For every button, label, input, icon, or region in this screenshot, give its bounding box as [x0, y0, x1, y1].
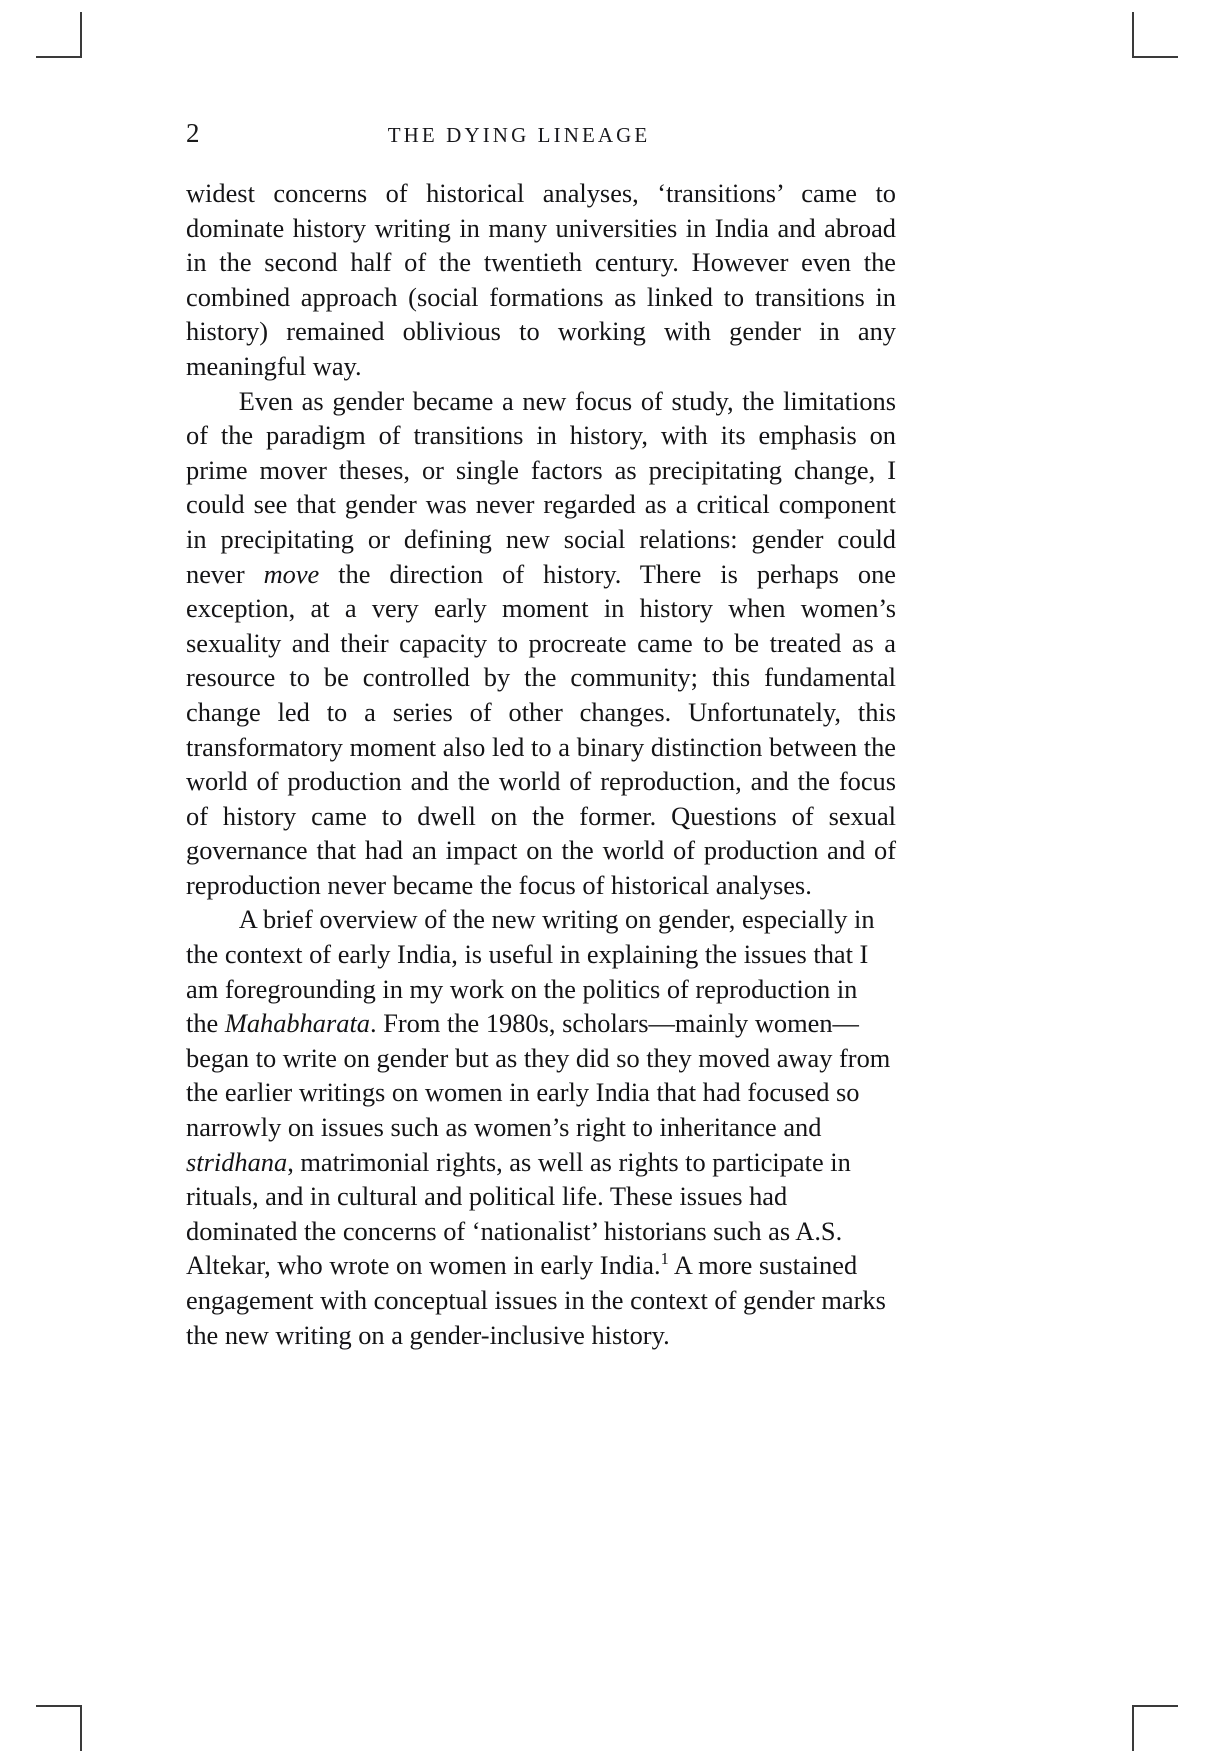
- running-title: THE DYING LINEAGE: [387, 123, 651, 147]
- text-run: the direction of history. There is perhaps one exception, at a very early moment in history when women’s sexuality and their capacity to procreate came to be treated as a resource to be controlled by the community; this fundamental change led to a series of other changes. Unfortunately, this transformatory moment also led to a binary distinction between the world of production and the world of reproduction, and the focus of history came to dwell on the former. Questions of sexual governance that had an impact on the world of production and of reproduction never became the focus of historical analyses.: [186, 558, 896, 900]
- text-run: A more sustained engagement with conceptual issues in the context of gender marks the new writing on a gender-inclusive history.: [186, 1250, 886, 1350]
- crop-mark-top-left-icon: [36, 12, 82, 58]
- text-run: Even as gender became a new focus of study, the limitations of the paradigm of transitions in history, with its emphasis on prime mover theses, or single factors as precipitating change, I could see that gender was never regarded as a critical component in precipitating or defining new social relations: gender could never: [186, 385, 896, 589]
- paragraph: [186, 384, 896, 903]
- page-number: 2: [186, 118, 200, 148]
- italic-term: Mahabharata: [224, 1008, 370, 1039]
- body-copy: [186, 176, 896, 1352]
- italic-term: stridhana: [186, 1146, 288, 1177]
- text-block: [186, 120, 896, 1352]
- italic-term: move: [263, 558, 320, 589]
- crop-mark-bottom-left-icon: [36, 1705, 82, 1751]
- running-head: [186, 120, 896, 166]
- text-run: widest concerns of historical analyses, ‘transitions’ came to dominate history writing in many universities in India and abroad in the second half of the twentieth century. However even the combined approach (social formations as linked to transitions in history) remained oblivious to working with gender in any meaningful way.: [186, 178, 896, 381]
- text-run: A brief overview of the new writing on gender, especially in the context of early India, is useful in explaining the issues that I am foregrounding in my work on the politics of reproduction in the: [186, 904, 875, 1039]
- crop-mark-top-right-icon: [1132, 12, 1178, 58]
- text-run: , matrimonial rights, as well as rights to participate in rituals, and in cultural and political life. These issues had dominated the concerns of ‘nationalist’ historians such as A.S. Altekar, who wrote on women in early India.: [186, 1146, 851, 1281]
- footnote-marker: 1: [660, 1249, 669, 1269]
- crop-mark-bottom-right-icon: [1132, 1705, 1178, 1751]
- paragraph: [186, 176, 896, 384]
- text-run: . From the 1980s, scholars—mainly women—began to write on gender but as they did so they moved away from the earlier writings on women in early India that had focused so narrowly on issues such as women’s right to inheritance and: [186, 1008, 891, 1143]
- paragraph: [186, 902, 896, 1352]
